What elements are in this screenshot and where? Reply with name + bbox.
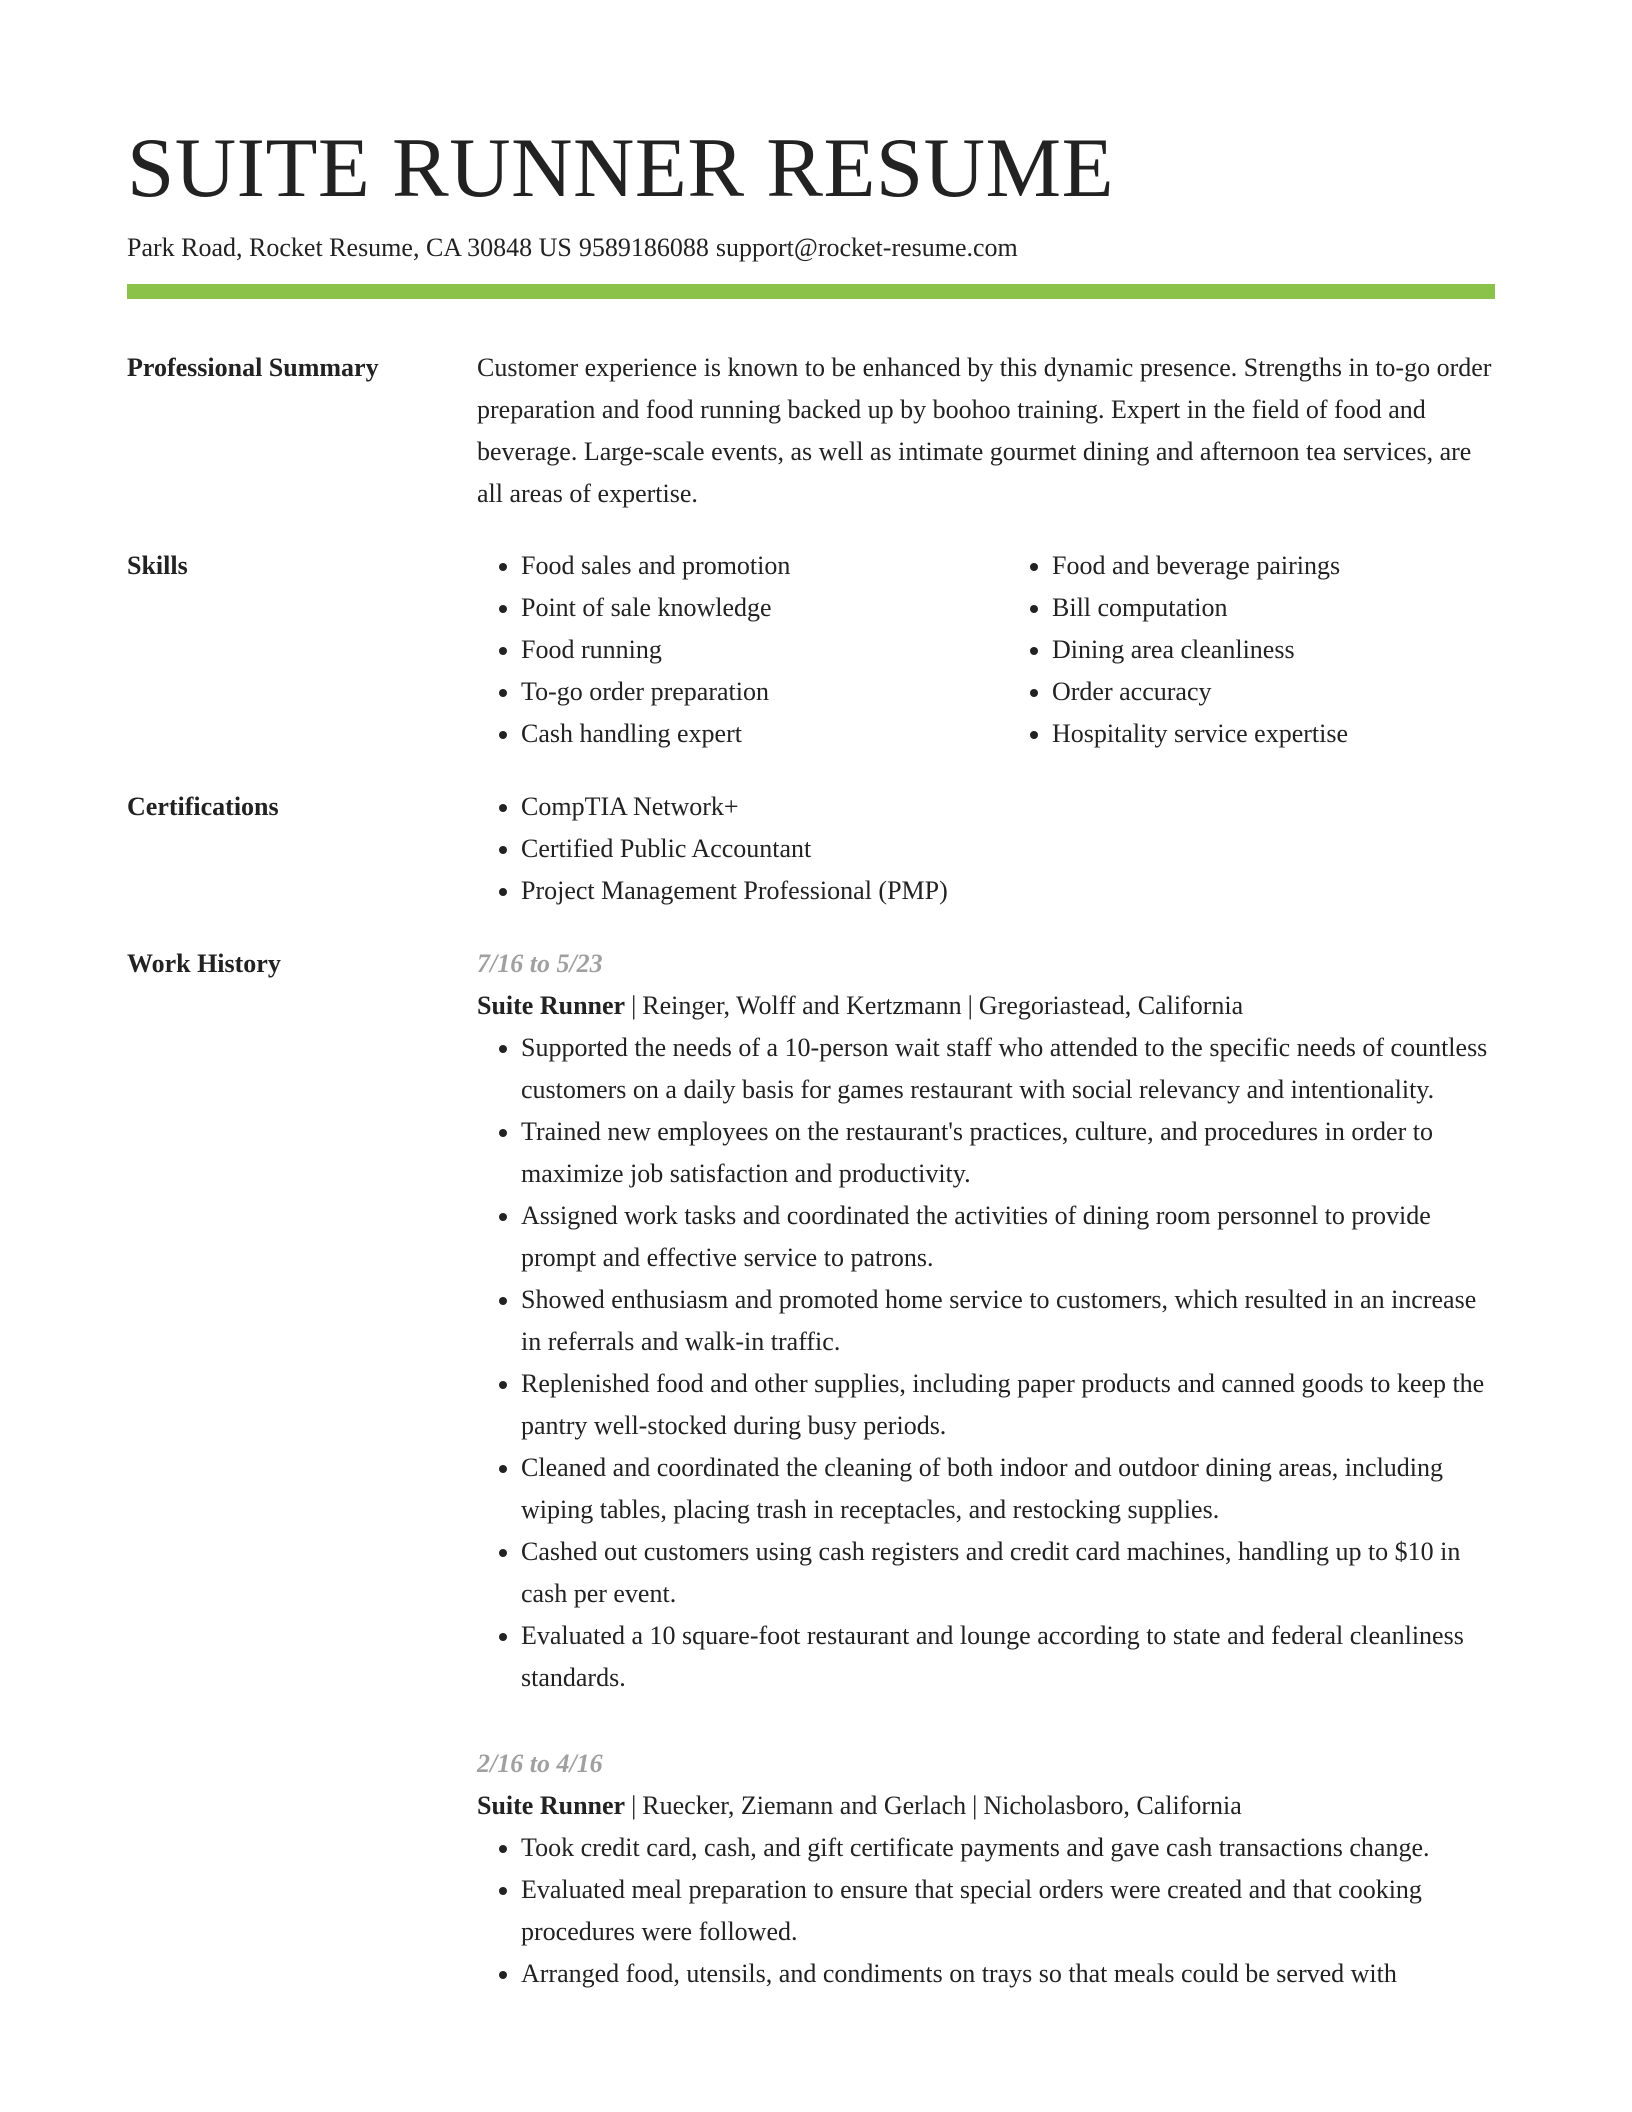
summary-heading: Professional Summary [127, 353, 379, 382]
skill-item: • To-go order preparation [521, 671, 964, 713]
skills-list-left [477, 545, 964, 755]
contact-phone: 9589186088 [578, 233, 709, 262]
summary-text: Customer experience is known to be enhanced by this dynamic presence. Strengths in to-go order preparation and food running backed up by boohoo training. Expert in the field of food and beverage. Large-scale events, as well as intimate gourmet dining and afternoon tea services, are all areas of expertise. [477, 353, 1492, 508]
separator: | [631, 1791, 637, 1820]
skills-heading: Skills [127, 551, 188, 580]
job-company: Ruecker, Ziemann and Gerlach [642, 1791, 967, 1820]
separator: | [972, 1791, 978, 1820]
work-history-body [477, 943, 1495, 1995]
job-location: Nicholasboro, California [983, 1791, 1242, 1820]
job-bullets [477, 1027, 1495, 1699]
job-bullet: • Assigned work tasks and coordinated the activities of dining room personnel to provide prompt and effective service to patrons. [521, 1195, 1495, 1279]
certifications-list [477, 786, 1495, 912]
contact-line [127, 228, 1018, 268]
job-bullet: • Evaluated meal preparation to ensure that special orders were created and that cooking procedures were followed. [521, 1869, 1495, 1953]
work-history-heading: Work History [127, 949, 281, 978]
separator: | [631, 991, 637, 1020]
skill-item: • Point of sale knowledge [521, 587, 964, 629]
job-bullet: • Showed enthusiasm and promoted home service to customers, which resulted in an increase in referrals and walk-in traffic. [521, 1279, 1495, 1363]
certification-item: • Certified Public Accountant [521, 828, 1495, 870]
job-bullets [477, 1827, 1495, 1995]
certification-item: • CompTIA Network+ [521, 786, 1495, 828]
skill-item: • Bill computation [1052, 587, 1495, 629]
header-divider [127, 284, 1495, 299]
certifications-heading: Certifications [127, 792, 279, 821]
skill-item: • Dining area cleanliness [1052, 629, 1495, 671]
job-bullet: • Cashed out customers using cash registers and credit card machines, handling up to $10 in cash per event. [521, 1531, 1495, 1615]
job-heading [477, 985, 1495, 1027]
contact-address: Park Road, Rocket Resume, CA 30848 US [127, 233, 572, 262]
summary-body [477, 347, 1495, 515]
resume-title: SUITE RUNNER RESUME [127, 121, 1115, 215]
job-bullet: • Cleaned and coordinated the cleaning of both indoor and outdoor dining areas, including wiping tables, placing trash in receptacles, and restocking supplies. [521, 1447, 1495, 1531]
job-bullet: • Supported the needs of a 10-person wait staff who attended to the specific needs of countless customers on a daily basis for games restaurant with social relevancy and intentionality. [521, 1027, 1495, 1111]
job-location: Gregoriastead, California [978, 991, 1244, 1020]
job-entry [477, 1743, 1495, 1995]
separator: | [967, 991, 973, 1020]
skill-item: • Food sales and promotion [521, 545, 964, 587]
certifications-body [477, 786, 1495, 912]
skill-item: • Food running [521, 629, 964, 671]
job-dates: 2/16 to 4/16 [477, 1749, 603, 1778]
skill-item: • Order accuracy [1052, 671, 1495, 713]
job-title: Suite Runner [477, 1791, 626, 1820]
job-heading [477, 1785, 1495, 1827]
job-dates: 7/16 to 5/23 [477, 949, 603, 978]
skills-list-right [1008, 545, 1495, 755]
skill-item: • Cash handling expert [521, 713, 964, 755]
skill-item: • Food and beverage pairings [1052, 545, 1495, 587]
job-bullet: • Took credit card, cash, and gift certificate payments and gave cash transactions change. [521, 1827, 1495, 1869]
job-entry [477, 943, 1495, 1699]
skill-item: • Hospitality service expertise [1052, 713, 1495, 755]
contact-email: support@rocket-resume.com [715, 233, 1018, 262]
job-bullet: • Arranged food, utensils, and condiments on trays so that meals could be served with [521, 1953, 1495, 1995]
certification-item: • Project Management Professional (PMP) [521, 870, 1495, 912]
job-company: Reinger, Wolff and Kertzmann [642, 991, 962, 1020]
job-bullet: • Evaluated a 10 square-foot restaurant and lounge according to state and federal cleanliness standards. [521, 1615, 1495, 1699]
job-title: Suite Runner [477, 991, 626, 1020]
job-bullet: • Trained new employees on the restaurant's practices, culture, and procedures in order to maximize job satisfaction and productivity. [521, 1111, 1495, 1195]
job-bullet: • Replenished food and other supplies, including paper products and canned goods to keep the pantry well-stocked during busy periods. [521, 1363, 1495, 1447]
skills-body [477, 545, 1495, 755]
